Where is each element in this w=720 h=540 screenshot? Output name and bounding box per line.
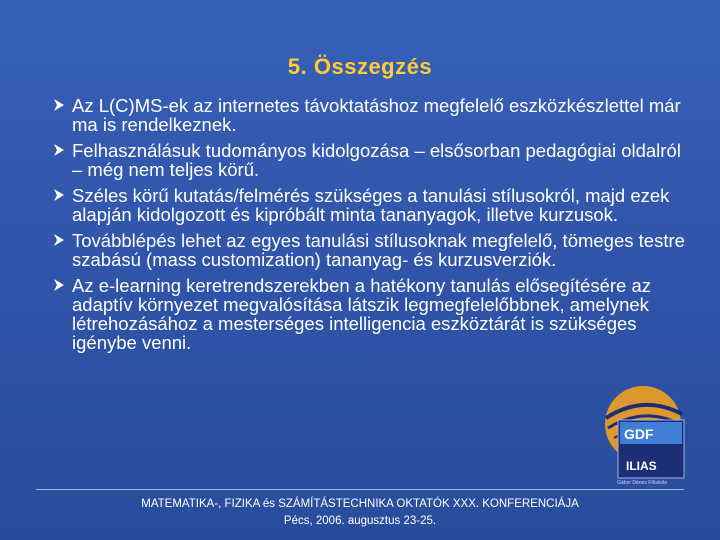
- footer-divider: [36, 489, 684, 490]
- bullet-item: [54, 276, 694, 352]
- footer: [0, 496, 720, 530]
- gdf-ilias-logo: [596, 384, 690, 484]
- bullet-text: Felhasználásuk tudományos kidolgozása – elsősorban pedagógiai oldalról – még nem teljes körű.: [72, 140, 681, 180]
- arrowhead-bullet-icon: [54, 234, 64, 246]
- bullet-text: Az L(C)MS-ek az internetes távoktatáshoz megfelelő eszközkészlettel már ma is rendelkeznek.: [72, 95, 681, 135]
- arrowhead-bullet-icon: [54, 99, 64, 111]
- logo-ilias-text: ILIAS: [626, 459, 657, 473]
- bullet-item: [54, 96, 694, 134]
- bullet-item: [54, 141, 694, 179]
- footer-place-date: Pécs, 2006. augusztus 23-25.: [283, 515, 437, 527]
- logo-gdf-text: GDF: [624, 426, 654, 442]
- bullet-text: Az e-learning keretrendszerekben a hatékony tanulás elősegítésére az adaptív környezet megvalósítása látszik legmegfelelőbbnek, amelynek létrehozásához a mesterséges intelligencia eszköztárát is szükséges igénybe venni.: [72, 275, 651, 353]
- bullet-text: Széles körű kutatás/felmérés szükséges a tanulási stílusokról, majd ezek alapján kidolgozott és kipróbált minta tananyagok, illetve kurzusok.: [72, 185, 670, 225]
- logo-caption: Gábor Dénes Főiskola: [617, 480, 667, 486]
- bullet-item: [54, 231, 694, 269]
- arrowhead-bullet-icon: [54, 144, 64, 156]
- bullet-item: [54, 186, 694, 224]
- bullet-list: [54, 96, 694, 359]
- footer-conference: MATEMATIKA-, FIZIKA és SZÁMÍTÁSTECHNIKA OKTATÓK XXX. KONFERENCIÁJA: [141, 498, 579, 510]
- arrowhead-bullet-icon: [54, 189, 64, 201]
- bullet-text: Továbblépés lehet az egyes tanulási stílusoknak megfelelő, tömeges testre szabású (mass customization) tananyag- és kurzusverziók.: [72, 230, 685, 270]
- slide-title: 5. Összegzés: [287, 54, 433, 79]
- arrowhead-bullet-icon: [54, 279, 64, 291]
